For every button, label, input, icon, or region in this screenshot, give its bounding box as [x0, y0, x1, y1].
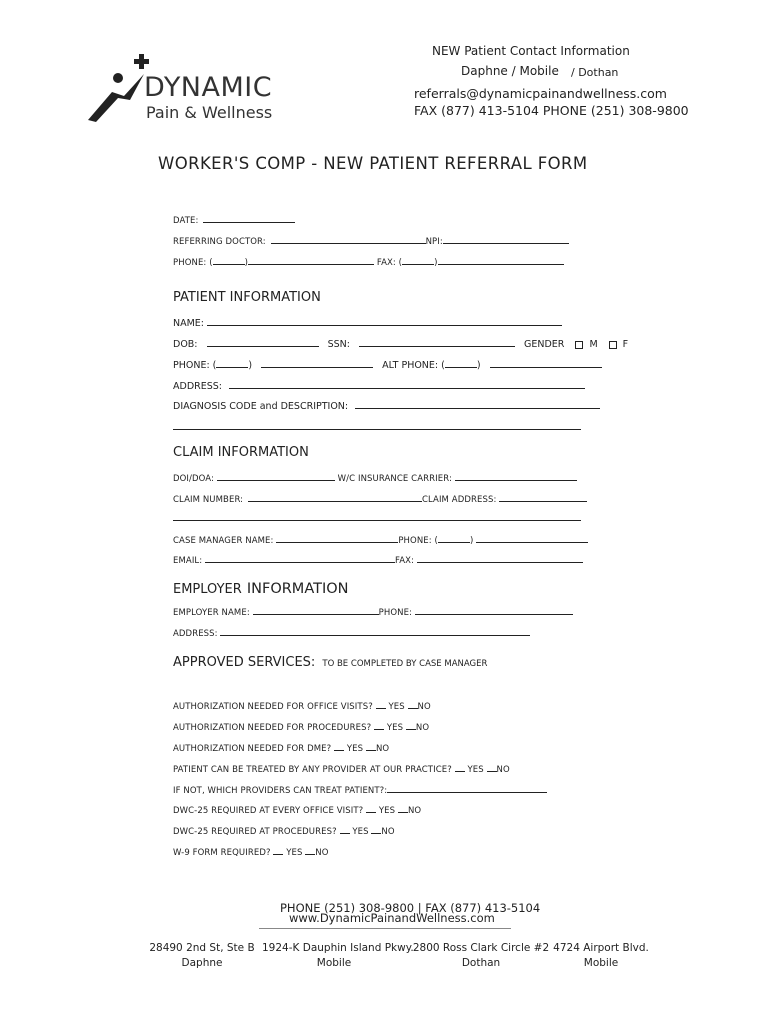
approved-item — [173, 762, 510, 775]
employer-address-row — [173, 626, 530, 639]
providers-field[interactable] — [387, 783, 547, 793]
patient-address-row — [173, 379, 585, 392]
approved-item-label: DWC-25 REQUIRED AT PROCEDURES? — [173, 827, 337, 837]
diagnosis-row — [173, 399, 600, 412]
location-address: 28490 2nd St, Ste B — [149, 942, 255, 954]
yes-label: YES — [386, 723, 404, 733]
patient-phone-field[interactable] — [261, 358, 373, 368]
contact-title: NEW Patient Contact Information — [432, 44, 630, 58]
employer-phone-label: PHONE: — [378, 608, 413, 618]
approved-heading — [173, 651, 487, 670]
no-label: NO — [415, 723, 430, 733]
employer-name-field[interactable] — [253, 605, 379, 615]
case-manager-phone-label: PHONE: ( — [398, 536, 438, 546]
logo — [84, 52, 299, 124]
no-label: NO — [407, 806, 422, 816]
yes-label: YES — [352, 827, 369, 837]
patient-address-field[interactable] — [229, 379, 585, 389]
patient-name-field[interactable] — [207, 316, 562, 326]
footer-phone-fax: PHONE (251) 308-9800 | FAX (877) 413-5104 — [280, 901, 541, 915]
approved-item — [173, 741, 389, 754]
footer-location — [262, 941, 414, 971]
approved-item-label: IF NOT, WHICH PROVIDERS CAN TREAT PATIENT?: — [173, 786, 388, 796]
yes-label: YES — [467, 765, 484, 775]
approved-item — [173, 824, 395, 837]
yes-blank[interactable] — [455, 762, 465, 772]
claim-heading: CLAIM INFORMATION — [173, 445, 309, 460]
alt-phone-field[interactable] — [490, 358, 602, 368]
yes-label: YES — [378, 806, 396, 816]
phone-area-field[interactable] — [213, 255, 245, 265]
yes-blank[interactable] — [376, 699, 386, 709]
approved-heading-title: APPROVED SERVICES: — [173, 655, 316, 670]
yes-blank[interactable] — [340, 824, 350, 834]
patient-name-row — [173, 316, 562, 329]
no-label: NO — [417, 702, 431, 712]
case-manager-row: CASE MANAGER NAME: PHONE: ( ) — [173, 533, 588, 546]
no-blank[interactable] — [406, 720, 416, 730]
yes-blank[interactable] — [366, 803, 376, 813]
employer-heading-b: INFORMATION — [246, 581, 349, 597]
case-manager-phone-field[interactable] — [476, 533, 588, 543]
yes-label: YES — [286, 848, 303, 858]
no-label: NO — [381, 827, 395, 837]
claim-address-field[interactable] — [499, 492, 587, 502]
logo-subtitle: Pain & Wellness — [146, 103, 273, 122]
case-manager-label: CASE MANAGER NAME: — [173, 536, 274, 546]
approved-item — [173, 720, 429, 733]
date-label: DATE: — [173, 216, 199, 226]
no-label: NO — [315, 848, 329, 858]
no-blank[interactable] — [487, 762, 497, 772]
claim-number-field[interactable] — [248, 492, 422, 502]
patient-address-label: ADDRESS: — [173, 381, 222, 392]
no-label: NO — [375, 744, 390, 754]
ssn-label: SSN: — [327, 339, 350, 350]
phone-field[interactable] — [248, 255, 374, 265]
approved-item-label: AUTHORIZATION NEEDED FOR DME? — [173, 744, 332, 754]
diagnosis-field-line-2[interactable] — [173, 429, 581, 430]
no-blank[interactable] — [366, 741, 376, 751]
fax-label: FAX: ( — [376, 258, 403, 268]
doi-field[interactable] — [217, 471, 335, 481]
employer-name-row — [173, 605, 573, 618]
yes-blank[interactable] — [374, 720, 384, 730]
claim-doi-row — [173, 471, 577, 484]
footer-website: www.DynamicPainandWellness.com — [289, 911, 495, 925]
approved-item — [173, 699, 431, 712]
case-manager-phone-area-field[interactable] — [438, 533, 470, 543]
patient-phone-label: PHONE: ( — [173, 360, 217, 371]
patient-phone-area-field[interactable] — [216, 358, 248, 368]
gender-m-checkbox[interactable] — [575, 341, 583, 349]
location-address: 1924-K Dauphin Island Pkwy. — [262, 942, 414, 954]
claim-address-field-line-2[interactable] — [173, 520, 581, 521]
approved-item — [173, 845, 329, 858]
approved-item-label: W-9 FORM REQUIRED? — [173, 848, 271, 858]
case-manager-fax-label: FAX: — [395, 556, 415, 566]
dob-label: DOB: — [173, 339, 198, 350]
case-manager-email-row — [173, 553, 583, 566]
footer-location — [550, 941, 652, 971]
gender-m-label: M — [589, 339, 598, 350]
gender-f-checkbox[interactable] — [609, 341, 617, 349]
claim-number-label: CLAIM NUMBER: — [173, 495, 244, 505]
alt-phone-label: ALT PHONE: ( — [382, 360, 445, 371]
gender-f-label: F — [622, 339, 629, 350]
claim-number-row — [173, 492, 587, 505]
approved-item-label: AUTHORIZATION NEEDED FOR PROCEDURES? — [173, 723, 372, 733]
email-label: EMAIL: — [173, 556, 203, 566]
contact-locations-extra: / Dothan — [571, 66, 619, 79]
approved-item-label: AUTHORIZATION NEEDED FOR OFFICE VISITS? — [173, 702, 373, 712]
referring-doctor-field[interactable] — [271, 234, 426, 244]
approved-item-label: DWC-25 REQUIRED AT EVERY OFFICE VISIT? — [173, 806, 364, 816]
location-city: Mobile — [316, 957, 352, 969]
location-city: Dothan — [461, 957, 501, 969]
employer-address-label: ADDRESS: — [173, 629, 218, 639]
location-address: 2800 Ross Clark Circle #2 — [412, 942, 550, 954]
date-row — [173, 213, 295, 226]
no-blank[interactable] — [305, 845, 315, 855]
contact-fax-phone: FAX (877) 413-5104 PHONE (251) 308-9800 — [414, 103, 689, 118]
alt-phone-area-field[interactable] — [445, 358, 477, 368]
case-manager-fax-field[interactable] — [417, 553, 583, 563]
location-city: Mobile — [583, 957, 619, 969]
npi-label: NPI: — [425, 237, 443, 247]
carrier-label: W/C INSURANCE CARRIER: — [337, 474, 452, 484]
location-city: Daphne — [181, 957, 223, 969]
footer-location — [412, 941, 550, 971]
date-field[interactable] — [203, 213, 295, 223]
no-blank[interactable] — [371, 824, 381, 834]
approved-item-label: PATIENT CAN BE TREATED BY ANY PROVIDER AT OUR PRACTICE? — [173, 765, 452, 775]
claim-address-label: CLAIM ADDRESS: — [421, 495, 497, 505]
footer-location — [140, 941, 264, 971]
employer-address-field[interactable] — [220, 626, 530, 636]
footer-divider — [259, 928, 511, 929]
approved-item — [173, 783, 547, 796]
email-field[interactable] — [205, 553, 395, 563]
carrier-field[interactable] — [455, 471, 577, 481]
phone-label: PHONE: ( — [173, 258, 213, 268]
employer-name-label: EMPLOYER NAME: — [173, 608, 250, 618]
yes-label: YES — [346, 744, 364, 754]
no-blank[interactable] — [398, 803, 408, 813]
employer-heading — [173, 578, 349, 597]
patient-heading: PATIENT INFORMATION — [173, 290, 321, 305]
no-blank[interactable] — [408, 699, 418, 709]
npi-field[interactable] — [443, 234, 569, 244]
form-title: WORKER'S COMP - NEW PATIENT REFERRAL FORM — [158, 154, 588, 173]
case-manager-field[interactable] — [276, 533, 398, 543]
patient-dob-row — [173, 337, 628, 350]
doi-label: DOI/DOA: — [173, 474, 215, 484]
no-label: NO — [496, 765, 510, 775]
employer-phone-field[interactable] — [415, 605, 573, 615]
dob-field[interactable] — [207, 337, 319, 347]
ssn-field[interactable] — [359, 337, 515, 347]
approved-heading-note: TO BE COMPLETED BY CASE MANAGER — [322, 659, 488, 669]
location-address: 4724 Airport Blvd. — [553, 942, 649, 954]
patient-name-label: NAME: — [173, 318, 205, 329]
patient-phone-row: PHONE: ( ) ALT PHONE: ( ) — [173, 358, 602, 371]
referring-row — [173, 234, 569, 247]
employer-heading-a: EMPLOYER — [173, 582, 242, 597]
gender-label: GENDER — [524, 339, 565, 350]
yes-label: YES — [388, 702, 405, 712]
referring-doctor-label: REFERRING DOCTOR: — [173, 237, 266, 247]
yes-blank[interactable] — [273, 845, 283, 855]
approved-item — [173, 803, 421, 816]
yes-blank[interactable] — [334, 741, 344, 751]
referring-phone-row: PHONE: ( ) FAX: ( ) — [173, 255, 564, 268]
diagnosis-field[interactable] — [355, 399, 600, 409]
fax-area-field[interactable] — [402, 255, 434, 265]
fax-field[interactable] — [438, 255, 564, 265]
diagnosis-label: DIAGNOSIS CODE and DESCRIPTION: — [173, 401, 349, 412]
contact-email: referrals@dynamicpainandwellness.com — [414, 86, 667, 101]
logo-brand: DYNAMIC — [144, 72, 273, 103]
contact-locations: Daphne / Mobile — [461, 64, 559, 78]
